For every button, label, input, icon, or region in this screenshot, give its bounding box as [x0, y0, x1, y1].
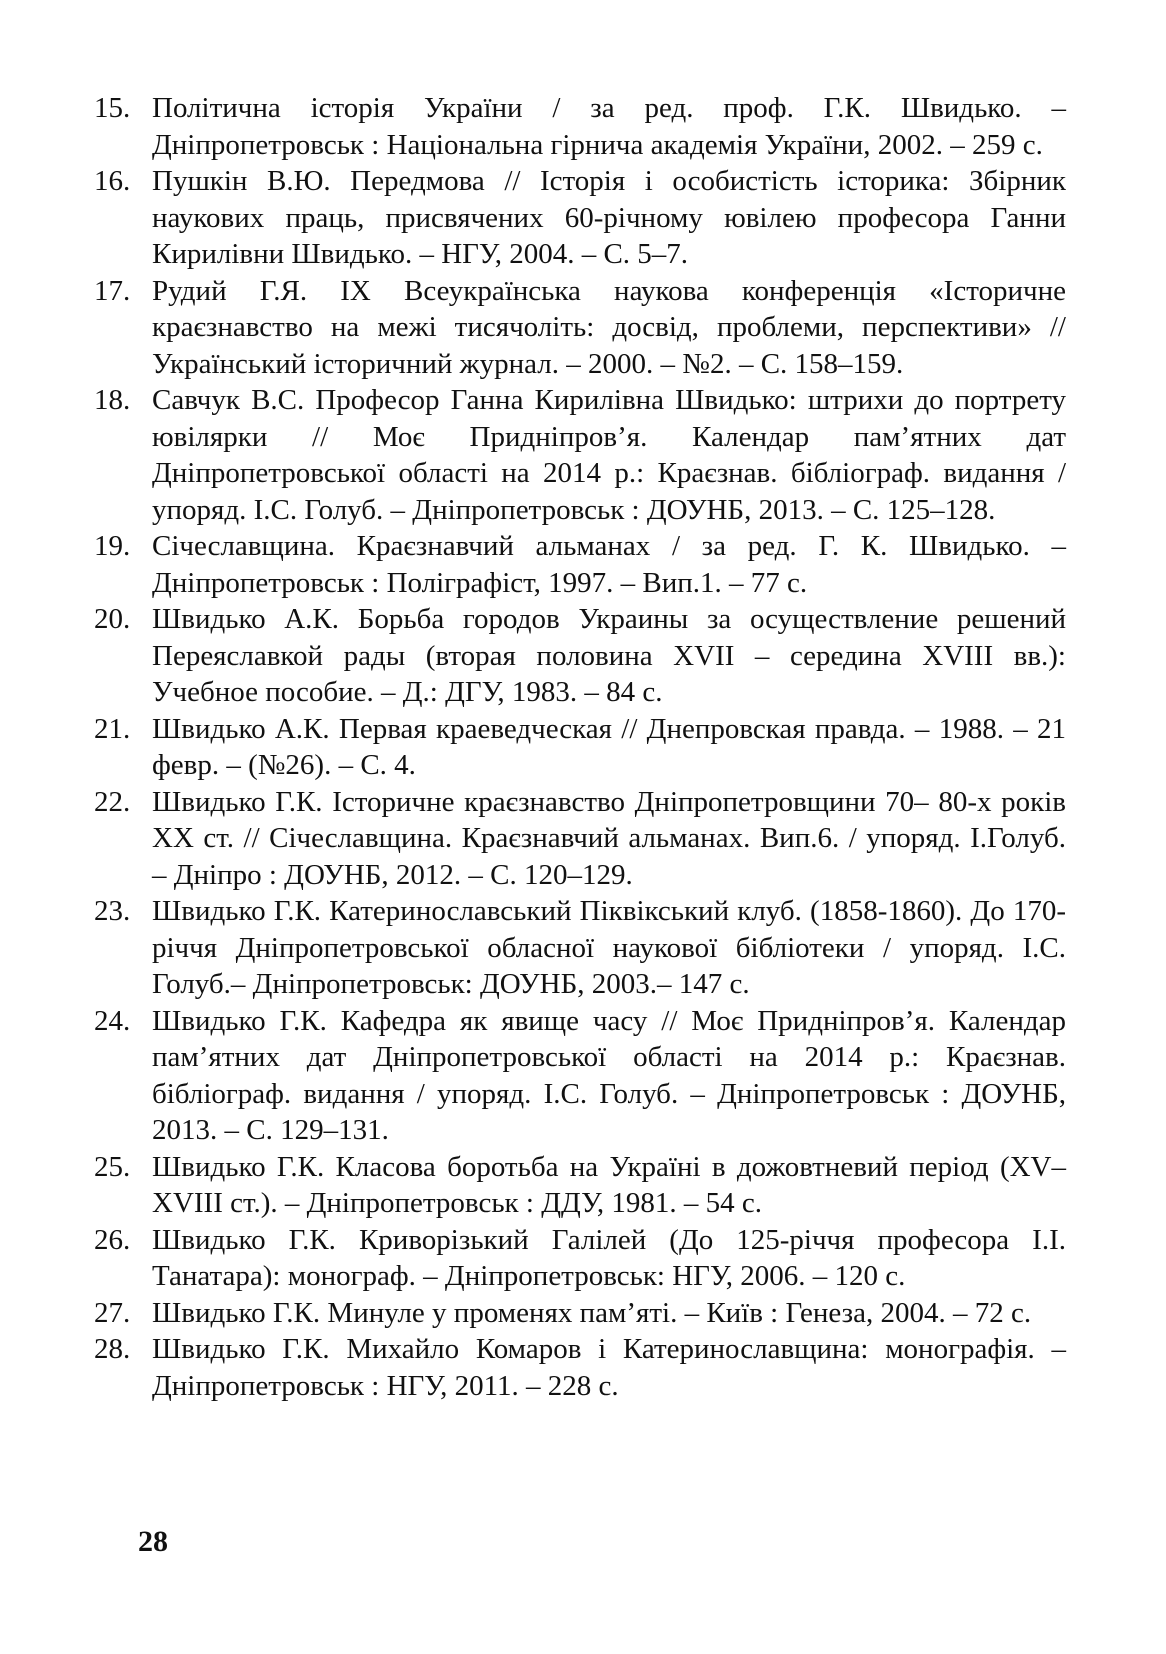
- reference-number: 21.: [94, 712, 131, 745]
- reference-text: Швидько А.К. Первая краеведческая // Днепровская правда. – 1988. – 21 февр. – (№26). – С. 4.: [152, 712, 1066, 781]
- reference-number: 27.: [94, 1296, 131, 1329]
- reference-number: 25.: [94, 1150, 131, 1183]
- reference-text: Швидько Г.К. Криворізький Галілей (До 125-річчя професора І.І. Танатара): монограф. – Дніпропетровськ: НГУ, 2006. – 120 с.: [152, 1223, 1066, 1292]
- reference-number: 16.: [94, 165, 131, 197]
- reference-text: Швидько Г.К. Класова боротьба на Україні в дожовтневий період (XV–XVIII ст.). – Дніпропетровськ : ДДУ, 1981. – 54 с.: [152, 1150, 1066, 1219]
- reference-number: 24.: [94, 1004, 131, 1037]
- reference-item: [94, 1222, 1066, 1295]
- reference-number: 23.: [94, 895, 131, 927]
- reference-text: Січеславщина. Краєзнавчий альманах / за ред. Г. К. Швидько. – Дніпропетровськ : Поліграфіст, 1997. – Вип.1. – 77 с.: [152, 530, 1066, 599]
- reference-text: Рудий Г.Я. IX Всеукраїнська наукова конференція «Історичне краєзнавство на межі тисячоліть: досвід, проблеми, перспективи» // Український історичний журнал. – 2000. – №2. – С. 158–159.: [152, 274, 1066, 380]
- reference-text: Савчук В.С. Професор Ганна Кирилівна Швидько: штрихи до портрету ювілярки // Моє Придніпров’я. Календар пам’ятних дат Дніпропетровської області на 2014 р.: Краєзнав. бібліограф. видання / упоряд. І.С. Голуб. – Дніпропетровськ : ДОУНБ, 2013. – С. 125–128.: [152, 384, 1066, 526]
- reference-text: Швидько Г.К. Історичне краєзнавство Дніпропетровщини 70– 80-х років XX ст. // Січеславщина. Краєзнавчий альманах. Вип.6. / упоряд. І.Голуб. – Дніпро : ДОУНБ, 2012. – С. 120–129.: [152, 785, 1066, 891]
- reference-item: [94, 893, 1066, 1003]
- reference-item: [94, 784, 1066, 894]
- reference-item: [94, 601, 1066, 711]
- reference-item: [94, 273, 1066, 383]
- reference-item: [94, 1003, 1066, 1149]
- reference-item: [94, 163, 1066, 273]
- reference-item: [94, 90, 1066, 163]
- reference-text: Пушкін В.Ю. Передмова // Історія і особистість історика: Збірник наукових праць, присвячених 60-річному ювілею професора Ганни Кирилівни Швидько. – НГУ, 2004. – С. 5–7.: [152, 165, 1066, 270]
- reference-number: 26.: [94, 1223, 131, 1256]
- reference-text: Швидько Г.К. Михайло Комаров і Катеринославщина: монографія. – Дніпропетровськ : НГУ, 2011. – 228 с.: [152, 1333, 1066, 1402]
- reference-item: [94, 1295, 1066, 1332]
- reference-item: [94, 382, 1066, 528]
- reference-number: 17.: [94, 274, 131, 307]
- reference-item: [94, 1149, 1066, 1222]
- reference-text: Швидько А.К. Борьба городов Украины за осуществление решений Переяславкой рады (вторая половина XVII – середина XVIII вв.): Учебное пособие. – Д.: ДГУ, 1983. – 84 с.: [152, 603, 1066, 708]
- reference-number: 19.: [94, 530, 131, 562]
- reference-number: 18.: [94, 384, 131, 416]
- reference-number: 22.: [94, 785, 131, 818]
- reference-number: 20.: [94, 603, 131, 635]
- reference-text: Швидько Г.К. Кафедра як явище часу // Моє Придніпров’я. Календар пам’ятних дат Дніпропетровської області на 2014 р.: Краєзнав. бібліограф. видання / упоряд. І.С. Голуб. – Дніпропетровськ : ДОУНБ, 2013. – С. 129–131.: [152, 1004, 1066, 1146]
- page-number: 28: [138, 1525, 168, 1558]
- reference-number: 15.: [94, 92, 131, 124]
- reference-text: Швидько Г.К. Минуле у променях пам’яті. – Київ : Генеза, 2004. – 72 с.: [152, 1296, 1032, 1329]
- reference-text: Політична історія України / за ред. проф. Г.К. Швидько. – Дніпропетровськ : Національна гірнича академія України, 2002. – 259 с.: [152, 92, 1066, 161]
- reference-item: [94, 711, 1066, 784]
- reference-item: [94, 1331, 1066, 1404]
- reference-number: 28.: [94, 1333, 131, 1365]
- reference-text: Швидько Г.К. Катеринославський Піквікський клуб. (1858-1860). До 170-річчя Дніпропетровської обласної наукової бібліотеки / упоряд. І.С. Голуб.– Дніпропетровськ: ДОУНБ, 2003.– 147 с.: [152, 895, 1066, 1000]
- reference-list: [94, 90, 1066, 1404]
- reference-item: [94, 528, 1066, 601]
